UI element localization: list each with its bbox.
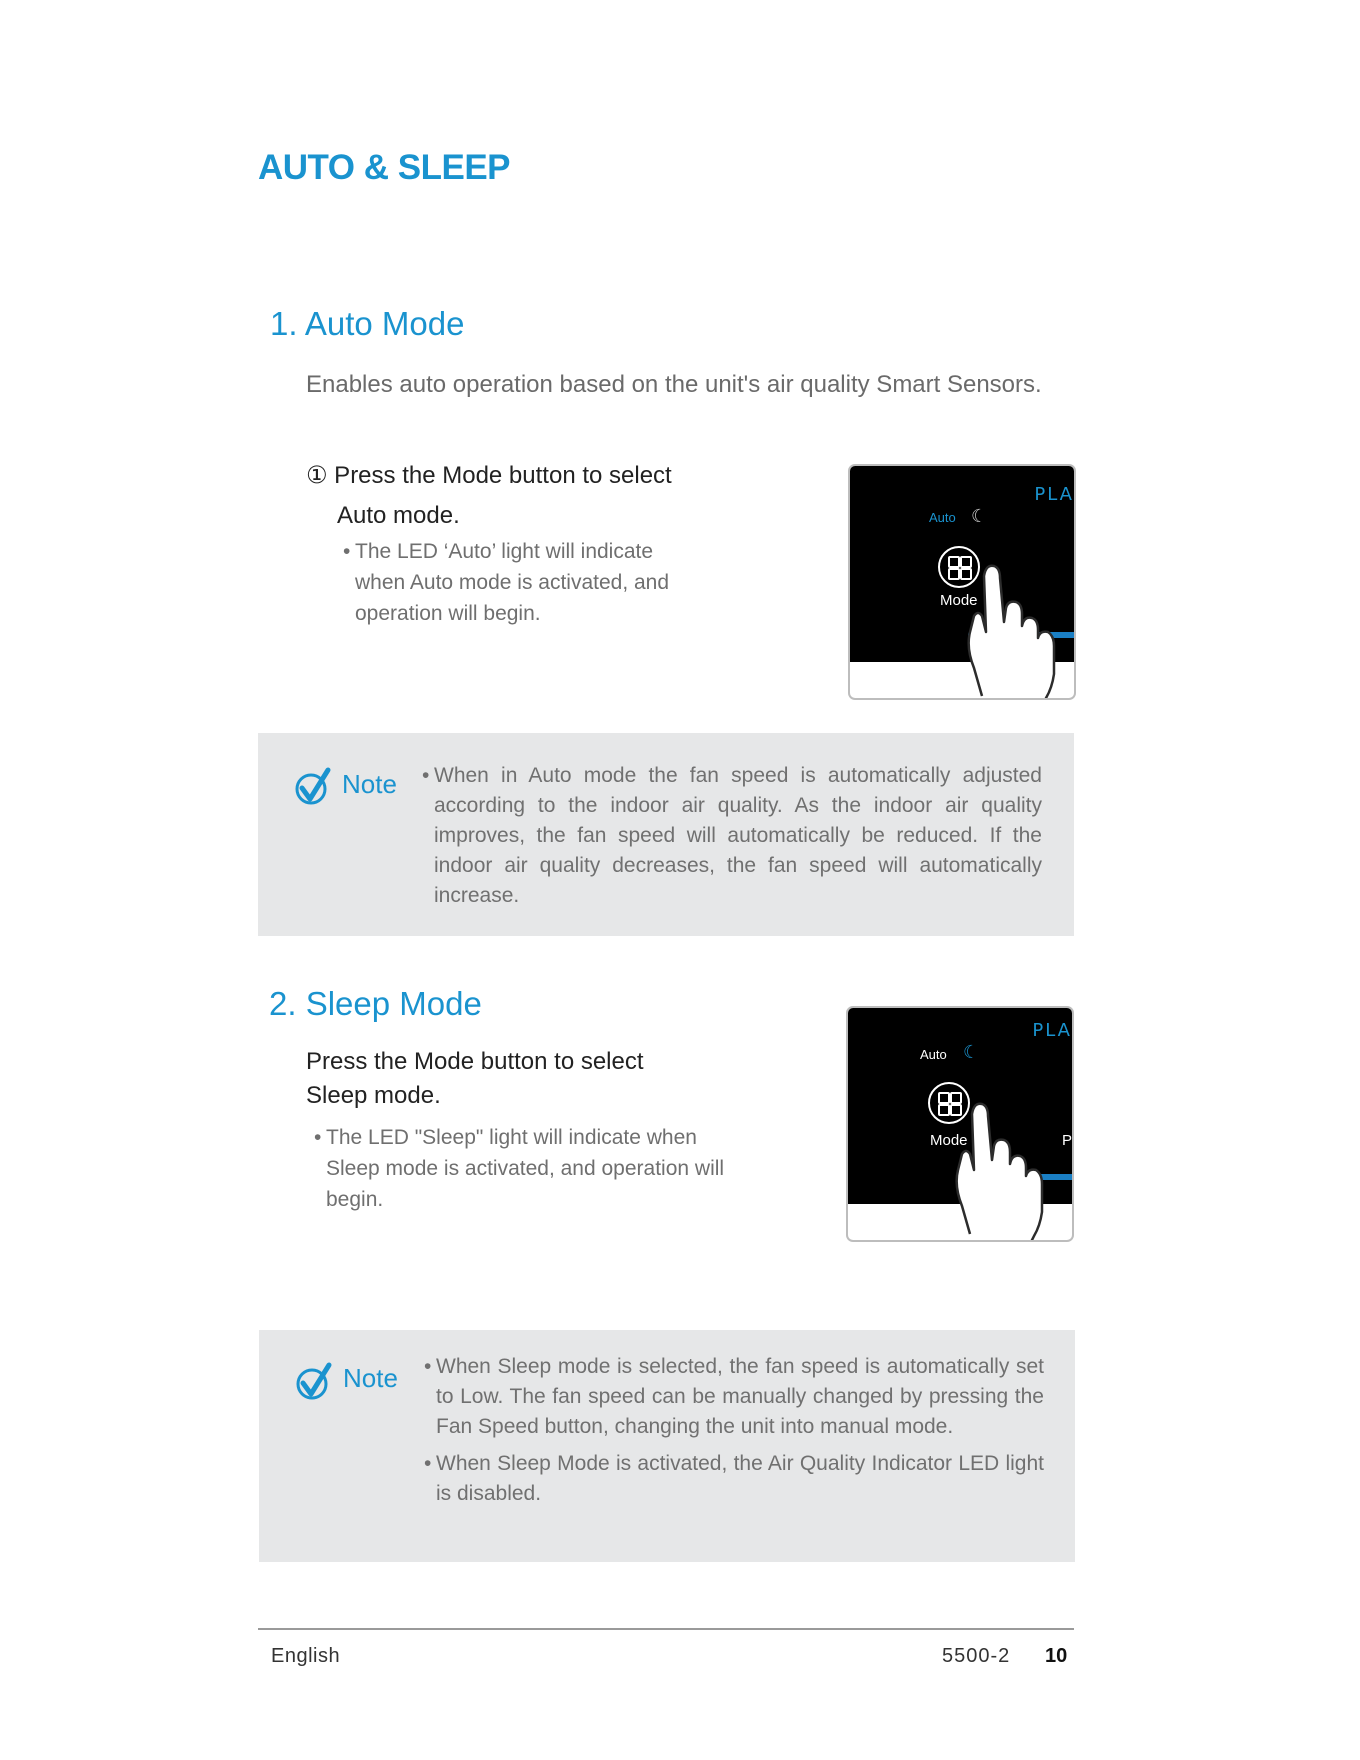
sleep-bullet-line1: The LED "Sleep" light will indicate when [326, 1126, 697, 1149]
sleep-mode-heading: 2. Sleep Mode [269, 985, 482, 1022]
auto-bullet-line1: The LED ‘Auto’ light will indicate [355, 540, 654, 563]
sleep-device-illustration [846, 1006, 1074, 1242]
brand-logo: PLA [1032, 1020, 1072, 1041]
sleep-step-line1: Press the Mode button to select [306, 1048, 644, 1075]
sleep-moon-icon: ☾ [971, 506, 988, 526]
check-icon [294, 766, 332, 808]
auto-mode-heading: 1. Auto Mode [270, 305, 465, 342]
mode-label: Mode [930, 1132, 968, 1149]
bullet-dot: • [422, 764, 430, 787]
auto-led-label: Auto [929, 510, 956, 525]
sleep-bullet [314, 1122, 746, 1215]
note-label: Note [342, 769, 397, 799]
auto-step-line2: Auto mode. [337, 502, 460, 529]
mode-label: Mode [940, 592, 978, 609]
bullet-dot: • [314, 1126, 322, 1149]
note-item [424, 1449, 1044, 1509]
bullet-dot: • [343, 540, 351, 563]
footer-model-number: 5500-2 [942, 1645, 1011, 1667]
page-title: AUTO & SLEEP [258, 148, 511, 187]
partial-label: P [1062, 1132, 1073, 1149]
bullet-dot: • [424, 1452, 432, 1475]
sleep-step-line2: Sleep mode. [306, 1082, 441, 1109]
note-item [422, 761, 1042, 911]
page-number: 10 [1045, 1645, 1068, 1667]
sleep-note-item1-text: When Sleep mode is selected, the fan speed is automatically set to Low. The fan speed can be manually changed by pressing the Fan Speed button, changing the unit into manual mode. [436, 1355, 1044, 1438]
auto-bullet [343, 536, 725, 629]
auto-note-box [258, 733, 1074, 936]
auto-note-text [422, 761, 1042, 911]
sleep-note-item2-text: When Sleep Mode is activated, the Air Quality Indicator LED light is disabled. [436, 1452, 1044, 1505]
auto-note-item-text: When in Auto mode the fan speed is automatically adjusted according to the indoor air quality. As the indoor air quality improves, the fan speed will automatically be reduced. If the indoor air quality decreases, the fan speed will automatically increase. [434, 764, 1042, 907]
sleep-bullet-line3: begin. [326, 1188, 384, 1211]
auto-led-label: Auto [920, 1047, 947, 1062]
check-icon [295, 1361, 333, 1403]
sleep-bullet-line2: Sleep mode is activated, and operation will [326, 1157, 725, 1180]
auto-device-illustration [848, 464, 1076, 700]
auto-step-line1: ① Press the Mode button to select [306, 462, 672, 489]
note-item [424, 1352, 1044, 1442]
brand-logo: PLA [1034, 484, 1074, 505]
pointing-hand-icon [948, 1094, 1068, 1242]
auto-mode-description: Enables auto operation based on the unit's air quality Smart Sensors. [306, 371, 1042, 398]
footer-divider [258, 1628, 1074, 1630]
auto-bullet-line2: when Auto mode is activated, and [355, 571, 670, 594]
auto-bullet-line3: operation will begin. [355, 602, 541, 625]
note-label: Note [343, 1363, 398, 1393]
bullet-dot: • [424, 1355, 432, 1378]
sleep-note-text [424, 1352, 1044, 1509]
sleep-note-box [259, 1330, 1075, 1562]
sleep-moon-icon: ☾ [963, 1042, 980, 1062]
footer-language: English [271, 1645, 341, 1667]
pointing-hand-icon [960, 556, 1076, 700]
